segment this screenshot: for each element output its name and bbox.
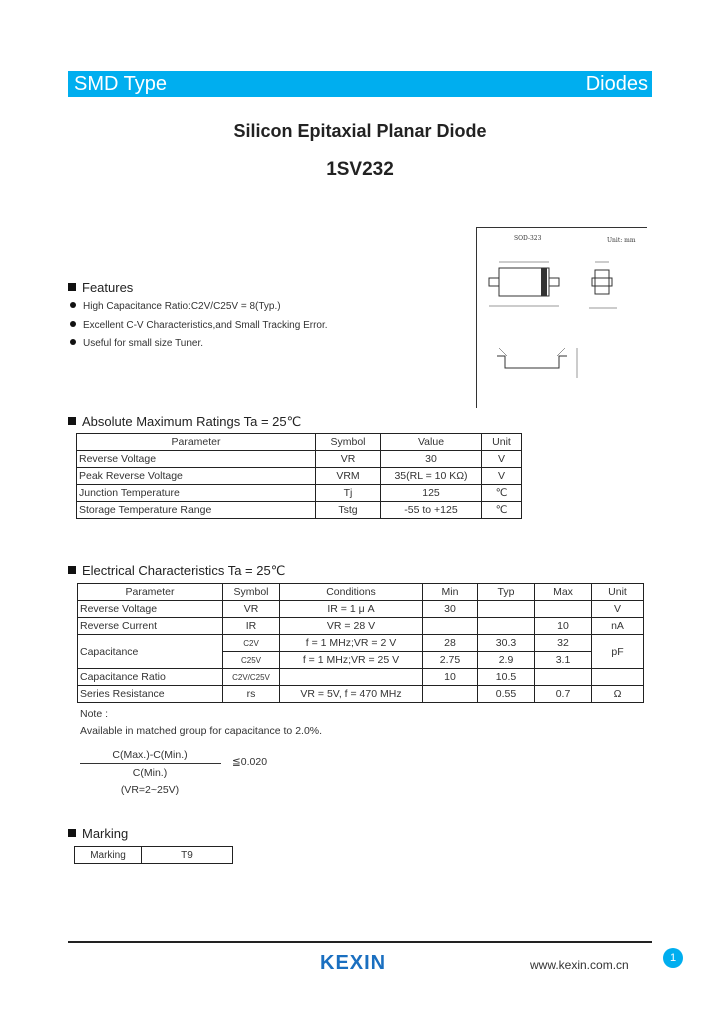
table-cell [478,601,535,618]
table-cell [280,669,423,686]
table-cell [478,618,535,635]
column-header: Value [381,434,482,451]
formula-denominator: C(Min.) [132,767,168,779]
table-cell: -55 to +125 [381,502,482,519]
table-cell: 10.5 [478,669,535,686]
table-row [78,635,644,652]
bullet-square-icon [68,829,76,837]
footer-divider [68,941,652,943]
package-drawing [477,228,647,408]
bullet-square-icon [68,417,76,425]
table-row [78,686,644,703]
table-cell: Tj [316,485,381,502]
table-cell: Storage Temperature Range [77,502,316,519]
table-cell: IR = 1 μ A [280,601,423,618]
features-heading [68,280,133,295]
table-cell: 30.3 [478,635,535,652]
package-outline-figure [476,227,647,408]
table-cell [592,669,644,686]
table-cell: 2.75 [423,652,478,669]
table-cell: rs [223,686,280,703]
column-header: Min [423,584,478,601]
table-cell: VRM [316,468,381,485]
table-cell: 10 [535,618,592,635]
table-cell: 10 [423,669,478,686]
abs-max-heading [68,414,301,430]
elec-table [77,583,644,703]
table-row [77,468,522,485]
table-cell: 30 [381,451,482,468]
feature-text: Useful for small size Tuner. [83,338,204,349]
table-cell: 0.55 [478,686,535,703]
table-cell: V [592,601,644,618]
column-header: Unit [482,434,522,451]
marking-table [74,846,233,864]
table-cell: VR [223,601,280,618]
table-cell: Reverse Current [78,618,223,635]
table-cell: Series Resistance [78,686,223,703]
marking-heading-text: Marking [82,826,129,841]
table-cell: 32 [535,635,592,652]
bullet-square-icon [68,566,76,574]
table-cell: Junction Temperature [77,485,316,502]
package-unit: Unit: mm [607,237,636,244]
table-cell: Reverse Voltage [78,601,223,618]
header-banner [68,71,652,97]
table-cell: 0.7 [535,686,592,703]
table-cell: 28 [423,635,478,652]
formula-numerator: C(Max.)-C(Min.) [112,749,188,761]
column-header: Max [535,584,592,601]
features-heading-text: Features [82,280,134,295]
table-row [77,451,522,468]
table-header-row [78,584,644,601]
table-cell: ℃ [482,502,522,519]
abs-max-heading-text: Absolute Maximum Ratings Ta = 25℃ [82,414,302,429]
marking-value-cell: T9 [142,847,233,864]
column-header: Parameter [77,434,316,451]
table-cell: f = 1 MHz;VR = 25 V [280,652,423,669]
table-cell: ℃ [482,485,522,502]
table-cell: C2V/C25V [223,669,280,686]
table-cell: pF [592,635,644,669]
table-row [75,847,233,864]
footer-url[interactable]: www.kexin.com.cn [530,958,629,972]
formula-range: (VR=2~25V) [120,784,180,796]
table-row [78,601,644,618]
note-label: Note : [80,708,109,720]
part-number: 1SV232 [326,159,394,180]
marking-label-cell: Marking [75,847,142,864]
table-cell: C2V [223,635,280,652]
table-cell: f = 1 MHz;VR = 2 V [280,635,423,652]
feature-item [70,338,203,349]
package-label: SOD-323 [514,235,542,242]
table-cell: VR = 5V, f = 470 MHz [280,686,423,703]
table-header-row [77,434,522,451]
table-cell [535,669,592,686]
banner-right-text: Diodes [585,73,648,95]
table-cell: V [482,468,522,485]
elec-heading-text: Electrical Characteristics Ta = 25℃ [82,563,286,578]
bullet-dot-icon [70,339,76,345]
feature-text: High Capacitance Ratio:C2V/C25V = 8(Typ.) [83,301,281,312]
table-cell: Capacitance Ratio [78,669,223,686]
table-row [78,669,644,686]
table-cell: V [482,451,522,468]
table-cell: Reverse Voltage [77,451,316,468]
column-header: Unit [592,584,644,601]
formula-result: ≦0.020 [232,756,268,768]
banner-left-text: SMD Type [74,73,167,95]
table-cell: Capacitance [78,635,223,669]
table-cell: 35(RL = 10 KΩ) [381,468,482,485]
bullet-square-icon [68,283,76,291]
table-cell: VR = 28 V [280,618,423,635]
table-cell: Peak Reverse Voltage [77,468,316,485]
column-header: Symbol [316,434,381,451]
table-cell: Ω [592,686,644,703]
table-row [77,485,522,502]
table-row [77,502,522,519]
table-cell: 3.1 [535,652,592,669]
table-cell: 125 [381,485,482,502]
kexin-logo: KEXIN [320,952,387,974]
page-title: Silicon Epitaxial Planar Diode [233,121,487,141]
table-cell [423,686,478,703]
column-header: Conditions [280,584,423,601]
table-cell: 2.9 [478,652,535,669]
table-cell [535,601,592,618]
table-cell [423,618,478,635]
marking-heading [68,826,128,841]
feature-item [70,301,281,312]
table-cell: nA [592,618,644,635]
table-cell: Tstg [316,502,381,519]
note-text: Available in matched group for capacitance to 2.0%. [80,725,323,737]
table-row [78,618,644,635]
elec-heading [68,563,285,579]
page-number-badge: 1 [663,948,683,968]
bullet-dot-icon [70,302,76,308]
column-header: Typ [478,584,535,601]
feature-item [70,320,328,331]
table-cell: IR [223,618,280,635]
bullet-dot-icon [70,321,76,327]
column-header: Symbol [223,584,280,601]
table-cell: VR [316,451,381,468]
abs-max-table [76,433,522,519]
formula-divider [80,763,221,764]
table-cell: C25V [223,652,280,669]
feature-text: Excellent C-V Characteristics,and Small Tracking Error. [83,320,328,331]
table-cell: 30 [423,601,478,618]
column-header: Parameter [78,584,223,601]
